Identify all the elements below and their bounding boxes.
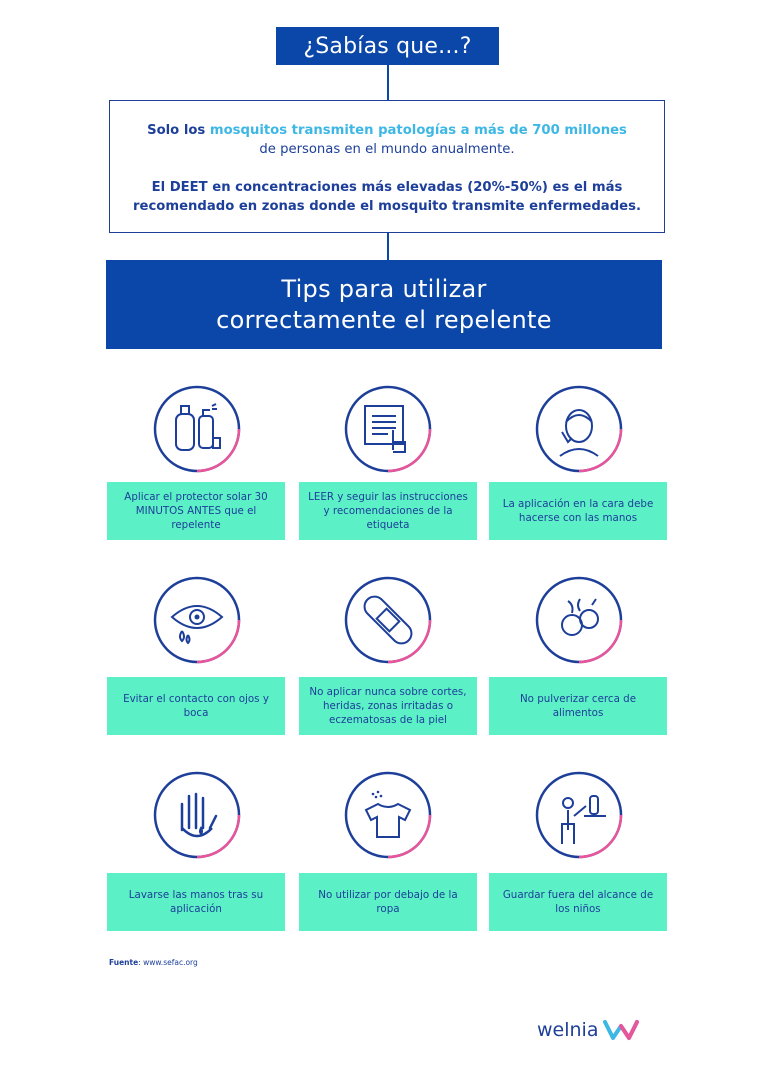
face-application-icon [534, 384, 624, 474]
fact-paragraph-2 [110, 178, 664, 216]
fact-text: recomendado en zonas donde el mosquito transmite enfermedades. [133, 199, 641, 214]
title-tag [276, 27, 499, 65]
banner-line-2: correctamente el repelente [216, 305, 552, 334]
fact-box [109, 100, 665, 233]
tip-label: LEER y seguir las instrucciones y recomendaciones de la etiqueta [299, 482, 477, 540]
tshirt-icon [343, 770, 433, 860]
source-label: Fuente [109, 958, 139, 967]
brand-logo-icon [603, 1018, 639, 1042]
food-icon [534, 575, 624, 665]
page-title: ¿Sabías que...? [303, 33, 472, 59]
instructions-document-icon [343, 384, 433, 474]
tips-banner [106, 260, 662, 349]
brand [537, 1018, 639, 1042]
tip-label: Aplicar el protector solar 30 MINUTOS ANTES que el repelente [107, 482, 285, 540]
connector-line [387, 65, 389, 101]
tip-label: La aplicación en la cara debe hacerse con las manos [489, 482, 667, 540]
tip-label: No utilizar por debajo de la ropa [299, 873, 477, 931]
tip-label: Lavarse las manos tras su aplicación [107, 873, 285, 931]
tip-label: No aplicar nunca sobre cortes, heridas, zonas irritadas o eczematosas de la piel [299, 677, 477, 735]
connector-line [387, 233, 389, 260]
fact-text: El DEET en concentraciones más elevadas (20%-50%) es el más [151, 180, 623, 195]
sunscreen-bottles-icon [152, 384, 242, 474]
tip-label: No pulverizar cerca de alimentos [489, 677, 667, 735]
child-reach-icon [534, 770, 624, 860]
tip-label: Evitar el contacto con ojos y boca [107, 677, 285, 735]
hand-wash-icon [152, 770, 242, 860]
bandage-icon [343, 575, 433, 665]
tip-label: Guardar fuera del alcance de los niños [489, 873, 667, 931]
source-url: : www.sefac.org [138, 958, 198, 967]
fact-text: de personas en el mundo anualmente. [259, 142, 515, 157]
banner-line-1: Tips para utilizar [281, 274, 487, 303]
fact-paragraph-1 [110, 121, 664, 159]
source-note [109, 958, 198, 967]
fact-highlight: mosquitos transmiten patologías a más de 700 millones [209, 123, 627, 138]
eye-icon [152, 575, 242, 665]
brand-name: welnia [537, 1019, 599, 1041]
fact-text: Solo los [147, 123, 210, 138]
